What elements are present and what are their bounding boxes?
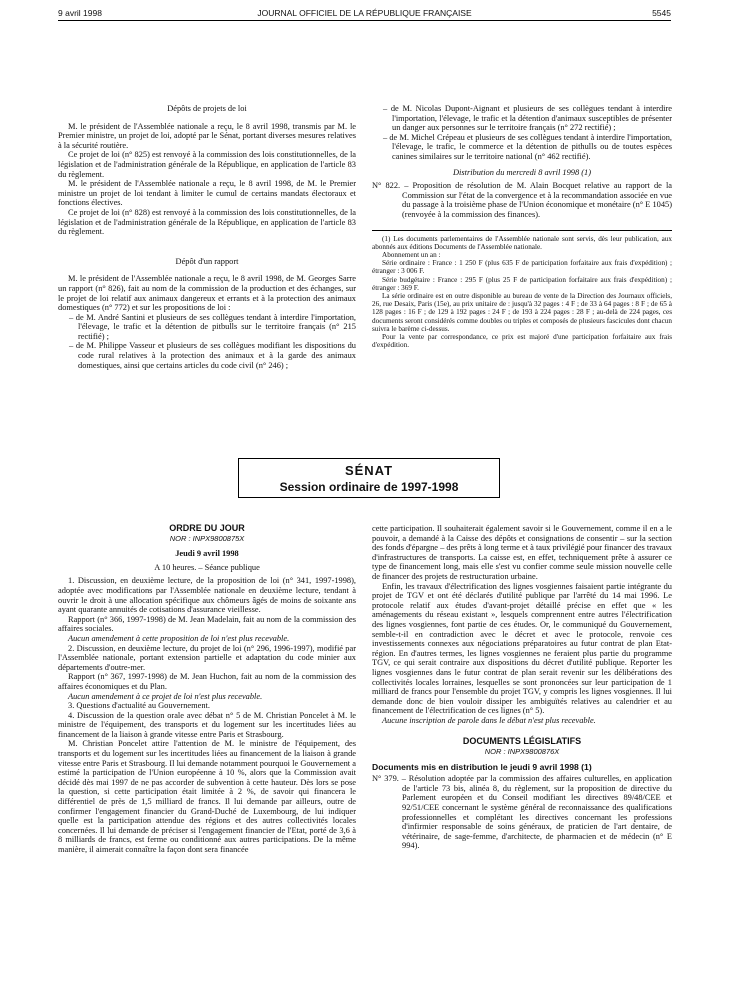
paragraph: 1. Discussion, en deuxième lecture, de la proposition de loi (n° 341, 1997-1998), adoptée avec modifications par l'Assemblée nationale en deuxième lecture, tendant à ouvrir le droit à une allocation spécifique aux chômeurs âgés de moins de soixante ans ayant quarante annuités de cotisations d'assurance vieillesse. [58, 576, 356, 615]
paragraph: Aucun amendement à cette proposition de loi n'est plus recevable. [68, 633, 290, 643]
header-page-number: 5545 [652, 8, 671, 18]
paragraph: M. le président de l'Assemblée nationale a reçu, le 8 avril 1998, de M. le Premier ministre un projet de loi tendant à limiter le cumul de certains mandats électoraux et fonctions électives. [58, 179, 356, 208]
footnote: Série ordinaire : France : 1 250 F (plus 635 F de participation forfaitaire aux frais d'expédition) ; étranger : 3 006 F. [372, 259, 672, 276]
documents-legislatifs-nor: NOR : INPX9800876X [484, 747, 560, 757]
list-item: – de M. Nicolas Dupont-Aignant et plusieurs de ses collègues tendant à interdire l'importation, l'élevage, le trafic et la détention d'animaux susceptibles de présenter un danger aux personnes sur le territoire français (n° 272 rectifié) ; [383, 104, 672, 133]
ordre-du-jour-title: ORDRE DU JOUR [169, 523, 245, 533]
paragraph: 3. Questions d'actualité au Gouvernement. [68, 701, 210, 711]
senat-title: SÉNAT [344, 463, 394, 478]
list-item: – de M. Philippe Vasseur et plusieurs de ses collègues modifiant les dispositions du code rural relatives à la protection des animaux et à la garde des animaux domestiques, ainsi que certains articles du code civil (n° 246) ; [69, 341, 356, 370]
section-title-rapport: Dépôt d'un rapport [175, 256, 239, 266]
footnote: Série budgétaire : France : 295 F (plus 25 F de participation forfaitaire aux frais d'expédition) ; étranger : 369 F. [372, 275, 672, 292]
senat-banner [238, 458, 500, 498]
left-column-bottom [58, 524, 356, 855]
paragraph: Enfin, les travaux d'électrification des lignes vosgiennes faisaient partie intégrante du projet de TGV et ont été déclarés d'utilité publique par l'arrêté du 14 mai 1996. Le protocole relatif aux études d'avant-projet détaillé précise en effet que « les aménagements du réseau existant », lesquels comprennent entre autres l'électrification des lignes vosgiennes, font partie de ces études. Or, le communiqué du Gouvernement, semble-t-il en contradiction avec le décret et avec le protocole, renvoie ces investissements connexes aux négociations préparatoires au futur contrat de plan Etat-région. En d'autres termes, les lignes vosgiennes ne feraient plus partie du programme TGV, ce qui serait contraire aux dispositions du décret d'utilité publique. Reporter les lignes vosgiennes dans le futur contrat de plan serait revenir sur les délibérations des collectivités locales lorraines, lesquelles se sont prononcées sur leur participation de 1 milliard de francs pour l'ensemble du projet TGV, y compris les lignes vosgiennes. Il lui demande donc de bien vouloir dissiper les ambiguïtés relatives au calendrier et au financement de l'électrification de ces lignes (n° 5). [372, 581, 672, 716]
documents-subheading: Documents mis en distribution le jeudi 9 avril 1998 (1) [372, 761, 592, 772]
paragraph: 2. Discussion, en deuxième lecture, du projet de loi (n° 296, 1996-1997), modifié par l'Assemblée nationale, portant extension partielle et adaptation du code minier aux départements d'outre-mer. [58, 643, 356, 672]
paragraph: Ce projet de loi (n° 828) est renvoyé à la commission des lois constitutionnelles, de la législation et de l'administration générale de la République, en application de l'article 83 du règlement. [58, 207, 356, 237]
footnote: La série ordinaire est en outre disponible au bureau de vente de la Direction des Journaux officiels, 26, rue Desaix, Paris (15e), au prix unitaire de : jusqu'à 32 pages : 4 F ; de 33 à 64 pages : 8 F ; de 65 à 128 pages : 16 F ; de 129 à 192 pages : 24 F ; de 193 à 224 pages : 28 F ; au-delà de 224 pages, ces documents seront considérés comme doubles ou triples et composés de plusieurs fascicules dont chacun suivra le barème ci-dessus. [372, 291, 672, 333]
distribution-title: Distribution du mercredi 8 avril 1998 (1) [452, 167, 592, 177]
document-entry: N° 822. – Proposition de résolution de M. Alain Bocquet relative au rapport de la Commission sur l'état de la convergence et à la recommandation associée en vue du passage à la troisième phase de l'Union économique et monétaire (n° E 1045) (renvoyée à la commission des finances). [372, 181, 672, 219]
paragraph: M. le président de l'Assemblée nationale a reçu, le 8 avril 1998, de M. Georges Sarre un rapport (n° 826), fait au nom de la commission de la production et des échanges, sur le projet de loi relatif aux animaux dangereux et errants et à la protection des animaux domestiques (n° 772) et sur les propositions de loi : [58, 274, 356, 313]
paragraph: Rapport (n° 366, 1997-1998) de M. Jean Madelain, fait au nom de la commission des affaires sociales. [58, 614, 356, 634]
seance-heading: A 10 heures. – Séance publique [154, 562, 260, 572]
right-column-bottom [372, 524, 672, 851]
paragraph: cette participation. Il souhaiterait également savoir si le Gouvernement, comme il en a le pouvoir, a demandé à la Caisse des dépôts et consignations de consentir – sur la section des fonds d'épargne – des prêts à long terme et à taux privilégié pour financer des travaux d'infrastructures de transports. La caisse est, en effet, techniquement prête à assurer ce type de financement long, mais elle s'est vu confier comme seule mission nouvelle celle de financer des projets de restructuration urbaine. [372, 524, 672, 581]
section-title-depots: Dépôts de projets de loi [167, 104, 247, 113]
senat-subtitle: Session ordinaire de 1997-1998 [279, 480, 459, 494]
footnote: (1) Les documents parlementaires de l'Assemblée nationale sont servis, dès leur publication, aux abonnés aux éditions Documents de l'Assemblée nationale. [372, 234, 672, 251]
documents-legislatifs-title: DOCUMENTS LÉGISLATIFS [462, 736, 582, 747]
left-column-top [58, 104, 356, 370]
right-column-top [372, 104, 672, 349]
footnote: Abonnement un an : [382, 250, 441, 259]
document-entry: N° 379. – Résolution adoptée par la commission des affaires culturelles, en application de l'article 73 bis, alinéa 8, du règlement, sur la proposition de directive du Parlement européen et du Conseil modifiant les directives 89/48/CEE et 92/51/CEE concernant le système général de reconnaissance des qualifications professionnelles et complétant les directives concernant les professions d'infirmier responsable de soins généraux, de praticien de l'art dentaire, de vétérinaire, de sage-femme, d'architecte, de pharmacien et de médecin (n° E 994). [372, 774, 672, 851]
paragraph: Aucun amendement à ce projet de loi n'est plus recevable. [68, 691, 263, 701]
footnote: Pour la vente par correspondance, ce prix est majoré d'une participation forfaitaire aux frais d'expédition. [372, 332, 672, 350]
paragraph: 4. Discussion de la question orale avec débat n° 5 de M. Christian Poncelet à M. le ministre de l'équipement, des transports et du logement sur les incertitudes liées au financement de la liaison à grande vitesse entre Paris et Strasbourg. [58, 710, 356, 739]
list-item: – de M. André Santini et plusieurs de ses collègues tendant à interdire l'importation, l'élevage, le trafic et la détention de pitbulls sur le territoire français (n° 215 rectifié) ; [69, 312, 356, 341]
ordre-du-jour-nor: NOR : INPX9800875X [169, 533, 245, 543]
paragraph: Aucune inscription de parole dans le débat n'est plus recevable. [382, 715, 596, 725]
paragraph: M. le président de l'Assemblée nationale a reçu, le 8 avril 1998, transmis par M. le Premier ministre, un projet de loi, adopté par le Sénat, portant diverses mesures relatives à la sécurité routière. [58, 121, 356, 150]
paragraph: M. Christian Poncelet attire l'attention de M. le ministre de l'équipement, des transports et du logement sur les incertitudes liées au financement de la liaison à grande vitesse entre Paris et Strasbourg. Il lui demande notamment pourquoi le Gouvernement a estimé la participation de l'Union européenne à 10 %, alors que la Commission avait décidé dès mai 1997 de ne pas accorder de subvention à cette hauteur. Dès lors se pose la question, si cette participation était limitée à 2 %, de savoir qui financera le différentiel de près de 1,5 milliard de francs. Il lui demande par ailleurs, outre de confirmer l'engagement financier du Grand-Duché de Luxembourg, de lui indiquer quelle est la participation attendue des régions et des autres collectivités locales concernées. Il lui demande de préciser si l'engagement financier de l'Etat, porté de 3,6 à 8 milliards de francs, est ferme ou conditionné aux autres participations. De la même manière, il aimerait connaître la façon dont sera financée [58, 739, 356, 854]
paragraph: Rapport (n° 367, 1997-1998) de M. Jean Huchon, fait au nom de la commission des affaires économiques et du Plan. [58, 672, 356, 691]
paragraph: Ce projet de loi (n° 825) est renvoyé à la commission des lois constitutionnelles, de la législation et de l'administration générale de la République, en application de l'article 83 du règlement. [58, 150, 356, 179]
date-heading: Jeudi 9 avril 1998 [175, 549, 239, 559]
header-rule [58, 20, 671, 21]
footnote-rule [372, 230, 672, 231]
list-item: – de M. Michel Crépeau et plusieurs de ses collègues tendant à interdire l'importation, l'élevage, le trafic, le commerce et la détention de pithulls ou de toutes espèces canines similaires sur le territoire national (n° 462 rectifié). [383, 132, 672, 161]
header-journal-title: JOURNAL OFFICIEL DE LA RÉPUBLIQUE FRANÇAISE [257, 8, 472, 18]
header-date: 9 avril 1998 [58, 8, 102, 18]
